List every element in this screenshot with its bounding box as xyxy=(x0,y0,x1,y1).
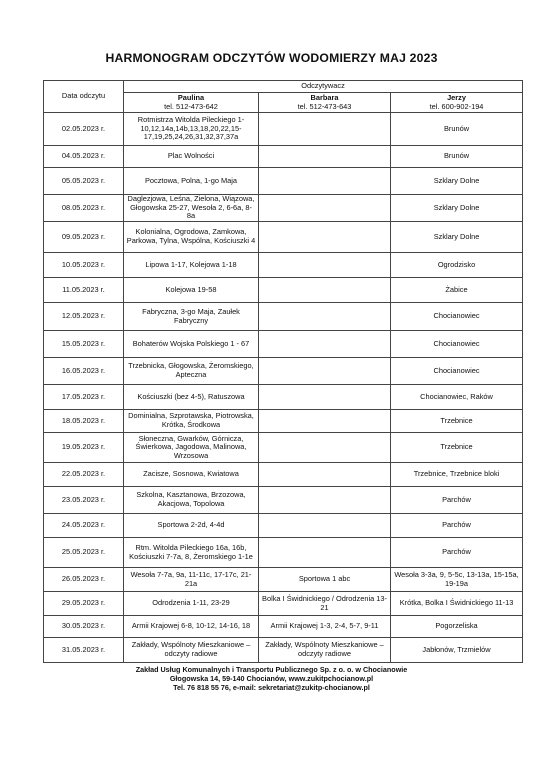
table-row xyxy=(44,113,523,146)
date-column-header: Data odczytu xyxy=(44,81,124,113)
paulina-area-cell: Rtm. Witolda Pileckiego 16a, 16b, Kościuszki 7-7a, 8, Żeromskiego 1-1e xyxy=(124,538,259,568)
jerzy-area-cell: Krótka, Bolka I Świdnickiego 11-13 xyxy=(391,592,523,616)
date-cell: 12.05.2023 r. xyxy=(44,303,124,331)
barbara-area-cell xyxy=(259,146,391,168)
jerzy-area-cell: Trzebnice xyxy=(391,433,523,463)
reader-name: Jerzy xyxy=(447,92,466,102)
table-row xyxy=(44,358,523,385)
reader-group-header: Odczytywacz xyxy=(124,81,523,93)
jerzy-area-cell: Wesoła 3-3a, 9, 5-5c, 13-13a, 15-15a, 19-19a xyxy=(391,568,523,592)
barbara-area-cell xyxy=(259,331,391,358)
barbara-area-cell xyxy=(259,278,391,303)
jerzy-area-cell: Chocianowiec xyxy=(391,358,523,385)
barbara-area-cell xyxy=(259,410,391,433)
table-row xyxy=(44,410,523,433)
barbara-area-cell xyxy=(259,487,391,514)
barbara-area-cell: Bolka I Świdnickiego / Odrodzenia 13-21 xyxy=(259,592,391,616)
jerzy-area-cell: Szklary Dolne xyxy=(391,222,523,253)
jerzy-area-cell: Trzebnice xyxy=(391,410,523,433)
paulina-area-cell: Sportowa 2-2d, 4-4d xyxy=(124,514,259,538)
paulina-area-cell: Bohaterów Wojska Polskiego 1 - 67 xyxy=(124,331,259,358)
table-row xyxy=(44,253,523,278)
jerzy-area-cell: Parchów xyxy=(391,514,523,538)
table-row xyxy=(44,303,523,331)
jerzy-area-cell: Żabice xyxy=(391,278,523,303)
date-cell: 24.05.2023 r. xyxy=(44,514,124,538)
jerzy-area-cell: Trzebnice, Trzebnice bloki xyxy=(391,463,523,487)
reader-phone: tel. 512-473-642 xyxy=(164,101,218,111)
date-cell: 16.05.2023 r. xyxy=(44,358,124,385)
table-row xyxy=(44,487,523,514)
reader-phone: tel. 512-473-643 xyxy=(297,101,352,111)
date-cell: 31.05.2023 r. xyxy=(44,638,124,663)
date-cell: 09.05.2023 r. xyxy=(44,222,124,253)
jerzy-area-cell: Szklary Dolne xyxy=(391,168,523,195)
paulina-area-cell: Fabryczna, 3-go Maja, Zaułek Fabryczny xyxy=(124,303,259,331)
date-cell: 17.05.2023 r. xyxy=(44,385,124,410)
schedule-table-body xyxy=(44,113,523,663)
table-row xyxy=(44,514,523,538)
table-row xyxy=(44,616,523,638)
paulina-area-cell: Słoneczna, Gwarków, Górnicza, Świerkowa, Jagodowa, Malinowa, Wrzosowa xyxy=(124,433,259,463)
barbara-area-cell: Sportowa 1 abc xyxy=(259,568,391,592)
reader-name: Barbara xyxy=(310,92,339,102)
table-row xyxy=(44,638,523,663)
paulina-area-cell: Trzebnicka, Głogowska, Żeromskiego, Apteczna xyxy=(124,358,259,385)
paulina-area-cell: Kolejowa 19-58 xyxy=(124,278,259,303)
barbara-area-cell xyxy=(259,463,391,487)
paulina-area-cell: Lipowa 1-17, Kolejowa 1-18 xyxy=(124,253,259,278)
reader-header xyxy=(124,93,259,113)
barbara-area-cell xyxy=(259,303,391,331)
reader-header xyxy=(259,93,391,113)
paulina-area-cell: Pocztowa, Polna, 1-go Maja xyxy=(124,168,259,195)
date-cell: 05.05.2023 r. xyxy=(44,168,124,195)
jerzy-area-cell: Szklary Dolne xyxy=(391,195,523,222)
date-cell: 23.05.2023 r. xyxy=(44,487,124,514)
date-cell: 25.05.2023 r. xyxy=(44,538,124,568)
table-row xyxy=(44,568,523,592)
barbara-area-cell xyxy=(259,358,391,385)
date-cell: 18.05.2023 r. xyxy=(44,410,124,433)
table-row xyxy=(44,463,523,487)
date-cell: 08.05.2023 r. xyxy=(44,195,124,222)
date-cell: 26.05.2023 r. xyxy=(44,568,124,592)
footer-contact: Tel. 76 818 55 76, e-mail: sekretariat@zukitp-chocianow.pl xyxy=(173,683,370,692)
jerzy-area-cell: Chocianowiec, Raków xyxy=(391,385,523,410)
jerzy-area-cell: Jabłonów, Trzmielów xyxy=(391,638,523,663)
paulina-area-cell: Kościuszki (bez 4-5), Ratuszowa xyxy=(124,385,259,410)
barbara-area-cell: Armii Krajowej 1-3, 2-4, 5-7, 9-11 xyxy=(259,616,391,638)
barbara-area-cell xyxy=(259,514,391,538)
jerzy-area-cell: Parchów xyxy=(391,538,523,568)
date-cell: 02.05.2023 r. xyxy=(44,113,124,146)
paulina-area-cell: Szkolna, Kasztanowa, Brzozowa, Akacjowa, Topolowa xyxy=(124,487,259,514)
barbara-area-cell xyxy=(259,385,391,410)
date-cell: 15.05.2023 r. xyxy=(44,331,124,358)
barbara-area-cell xyxy=(259,433,391,463)
barbara-area-cell: Zakłady, Wspólnoty Mieszkaniowe – odczyty radiowe xyxy=(259,638,391,663)
paulina-area-cell: Dominialna, Szprotawska, Piotrowska, Krótka, Środkowa xyxy=(124,410,259,433)
table-row xyxy=(44,222,523,253)
document-title: HARMONOGRAM ODCZYTÓW WODOMIERZY MAJ 2023 xyxy=(105,51,438,65)
table-row xyxy=(44,168,523,195)
schedule-table xyxy=(43,80,523,663)
table-row xyxy=(44,146,523,168)
reader-phone: tel. 600-902-194 xyxy=(429,101,484,111)
paulina-area-cell: Odrodzenia 1-11, 23-29 xyxy=(124,592,259,616)
barbara-area-cell xyxy=(259,113,391,146)
paulina-area-cell: Armii Krajowej 6-8, 10-12, 14-16, 18 xyxy=(124,616,259,638)
barbara-area-cell xyxy=(259,253,391,278)
jerzy-area-cell: Chocianowiec xyxy=(391,303,523,331)
jerzy-area-cell: Parchów xyxy=(391,487,523,514)
table-row xyxy=(44,592,523,616)
paulina-area-cell: Wesoła 7-7a, 9a, 11-11c, 17-17c, 21-21a xyxy=(124,568,259,592)
footer xyxy=(0,665,543,692)
reader-header xyxy=(391,93,523,113)
footer-company: Zakład Usług Komunalnych i Transportu Publicznego Sp. z o. o. w Chocianowie xyxy=(135,665,408,674)
footer-address: Głogowska 14, 59-140 Chocianów, www.zukitpchocianow.pl xyxy=(169,674,374,683)
table-row xyxy=(44,331,523,358)
table-row xyxy=(44,195,523,222)
paulina-area-cell: Kolonialna, Ogrodowa, Zamkowa, Parkowa, Tylna, Wspólna, Kościuszki 4 xyxy=(124,222,259,253)
table-row xyxy=(44,433,523,463)
date-cell: 22.05.2023 r. xyxy=(44,463,124,487)
jerzy-area-cell: Brunów xyxy=(391,113,523,146)
paulina-area-cell: Zakłady, Wspólnoty Mieszkaniowe – odczyty radiowe xyxy=(124,638,259,663)
paulina-area-cell: Daglezjowa, Leśna, Zielona, Wiązowa, Głogowska 25-27, Wesoła 2, 6-6a, 8-8a xyxy=(124,195,259,222)
reader-name: Paulina xyxy=(177,92,205,102)
table-row xyxy=(44,385,523,410)
barbara-area-cell xyxy=(259,168,391,195)
date-cell: 19.05.2023 r. xyxy=(44,433,124,463)
jerzy-area-cell: Pogorzeliska xyxy=(391,616,523,638)
jerzy-area-cell: Ogrodzisko xyxy=(391,253,523,278)
jerzy-area-cell: Brunów xyxy=(391,146,523,168)
table-row xyxy=(44,538,523,568)
date-cell: 11.05.2023 r. xyxy=(44,278,124,303)
barbara-area-cell xyxy=(259,195,391,222)
jerzy-area-cell: Chocianowiec xyxy=(391,331,523,358)
paulina-area-cell: Rotmistrza Witolda Pileckiego 1-10,12,14a,14b,13,18,20,22,15-17,19,25,24,26,31,32,37,37a xyxy=(124,113,259,146)
paulina-area-cell: Zacisze, Sosnowa, Kwiatowa xyxy=(124,463,259,487)
date-cell: 30.05.2023 r. xyxy=(44,616,124,638)
barbara-area-cell xyxy=(259,538,391,568)
date-cell: 29.05.2023 r. xyxy=(44,592,124,616)
barbara-area-cell xyxy=(259,222,391,253)
date-cell: 10.05.2023 r. xyxy=(44,253,124,278)
table-row xyxy=(44,278,523,303)
paulina-area-cell: Plac Wolności xyxy=(124,146,259,168)
date-cell: 04.05.2023 r. xyxy=(44,146,124,168)
